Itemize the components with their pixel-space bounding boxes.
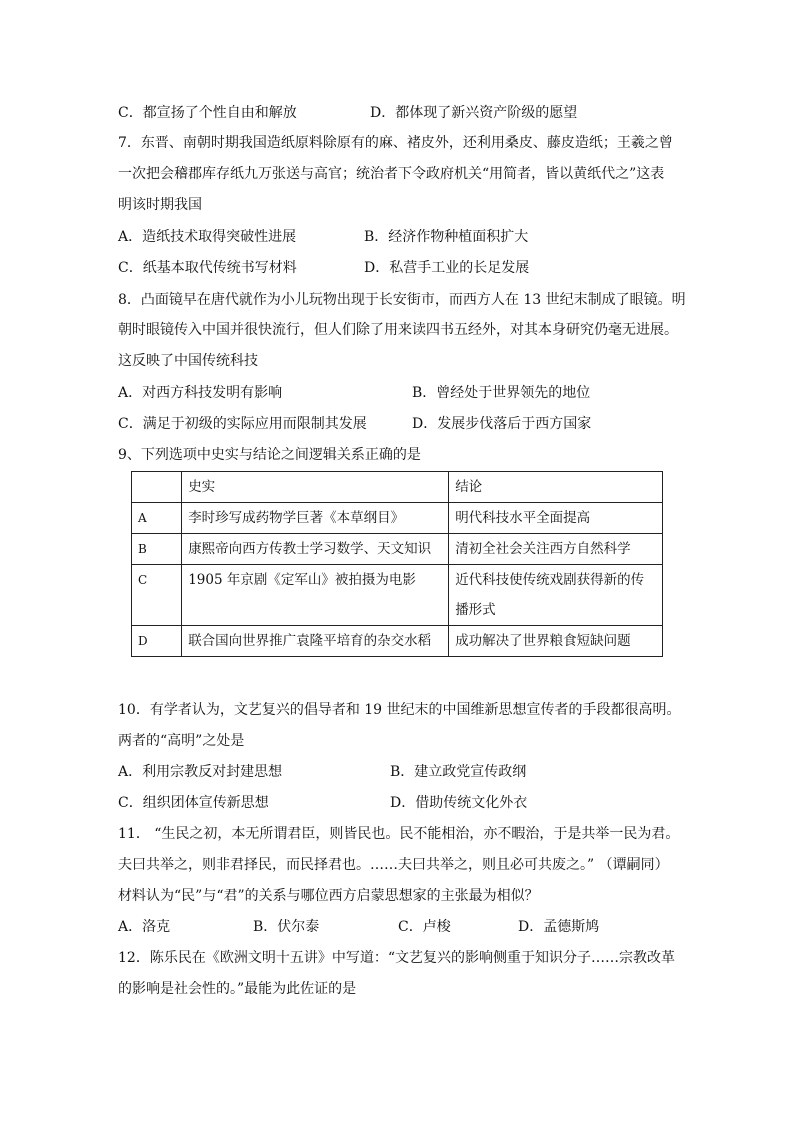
table-header-conclusion: 结论: [449, 472, 663, 503]
row-fact: 1905 年京剧《定军山》被拍摄为电影: [182, 565, 449, 626]
q6-option-d: D．都体现了新兴资产阶级的愿望: [370, 105, 578, 121]
q8-stem-line-2: 朝时眼镜传入中国并很快流行，但人们除了用来读四书五经外，对其本身研究仍毫无进展。: [118, 322, 678, 338]
row-fact: 康熙帝向西方传教士学习数学、天文知识: [182, 534, 449, 565]
q8-stem-line-1: 8．凸面镜早在唐代就作为小儿玩物出现于长安街市，而西方人在 13 世纪末制成了眼镜。明: [118, 292, 686, 308]
row-conclusion: 成功解决了世界粮食短缺问题: [449, 626, 663, 657]
q7-stem-line-2: 一次把会稽郡库存纸九万张送与高官；统治者下令政府机关“用简者，皆以黄纸代之”这表: [118, 166, 665, 182]
row-option: D: [132, 626, 182, 657]
q9-stem: 9、下列选项中史实与结论之间逻辑关系正确的是: [118, 447, 421, 463]
q7-stem-line-3: 明该时期我国: [118, 197, 202, 213]
q7-option-c: C．纸基本取代传统书写材料: [118, 260, 297, 276]
q12-stem-line-1: 12．陈乐民在《欧洲文明十五讲》中写道：“文艺复兴的影响侧重于知识分子……宗教改革: [118, 950, 675, 966]
q11-option-c: C．卢梭: [398, 919, 451, 935]
q11-stem-line-1: 11． “生民之初，本无所谓君臣，则皆民也。民不能相治，亦不暇治，于是共举一民为君。: [118, 826, 680, 842]
q7-stem-line-1: 7．东晋、南朝时期我国造纸原料除原有的麻、褚皮外，还利用桑皮、藤皮造纸；王羲之曾: [118, 135, 673, 151]
row-conclusion: 清初全社会关注西方自然科学: [449, 534, 663, 565]
row-option: C: [132, 565, 182, 626]
table-row: [132, 503, 663, 534]
q7-option-d: D．私营手工业的长足发展: [364, 260, 530, 276]
q8-option-c: C．满足于初级的实际应用而限制其发展: [118, 416, 367, 432]
q11-option-d: D．孟德斯鸠: [518, 919, 600, 935]
q11-option-b: B．伏尔泰: [253, 919, 320, 935]
row-conclusion: 近代科技使传统戏剧获得新的传播形式: [449, 565, 663, 626]
row-fact: 联合国向世界推广袁隆平培育的杂交水稻: [182, 626, 449, 657]
table-header-option: [132, 472, 182, 503]
q10-option-b: B．建立政党宣传政纲: [390, 764, 527, 780]
q8-option-d: D．发展步伐落后于西方国家: [412, 416, 592, 432]
q7-option-b: B．经济作物种植面积扩大: [364, 229, 529, 245]
q10-option-c: C．组织团体宣传新思想: [118, 795, 269, 811]
q6-option-c: C．都宣扬了个性自由和解放: [118, 105, 297, 121]
q10-option-d: D．借助传统文化外衣: [390, 795, 528, 811]
row-conclusion: 明代科技水平全面提高: [449, 503, 663, 534]
table-row: [132, 565, 663, 626]
q10-stem-line-1: 10．有学者认为，文艺复兴的倡导者和 19 世纪末的中国维新思想宣传者的手段都很高明。: [118, 702, 681, 718]
table-row: [132, 626, 663, 657]
row-option: A: [132, 503, 182, 534]
q8-option-a: A．对西方科技发明有影响: [118, 385, 283, 401]
row-option: B: [132, 534, 182, 565]
q11-stem-line-3: 材料认为“民”与“君”的关系与哪位西方启蒙思想家的主张最为相似？: [118, 888, 539, 904]
table-header-fact: 史实: [182, 472, 449, 503]
q8-option-b: B．曾经处于世界领先的地位: [412, 385, 591, 401]
q11-option-a: A．洛克: [118, 919, 171, 935]
q7-option-a: A．造纸技术取得突破性进展: [118, 229, 297, 245]
q12-stem-line-2: 的影响是社会性的。”最能为此佐证的是: [118, 981, 357, 997]
row-fact: 李时珍写成药物学巨著《本草纲目》: [182, 503, 449, 534]
q8-stem-line-3: 这反映了中国传统科技: [118, 353, 258, 369]
table-row: [132, 534, 663, 565]
q9-facts-table: [131, 471, 663, 657]
q10-option-a: A．利用宗教反对封建思想: [118, 764, 283, 780]
q11-stem-line-2: 夫曰共举之，则非君择民，而民择君也。……夫曰共举之，则且必可共废之。” （谭嗣同）: [118, 857, 669, 873]
q10-stem-line-2: 两者的“高明”之处是: [118, 733, 245, 749]
table-header-row: [132, 472, 663, 503]
